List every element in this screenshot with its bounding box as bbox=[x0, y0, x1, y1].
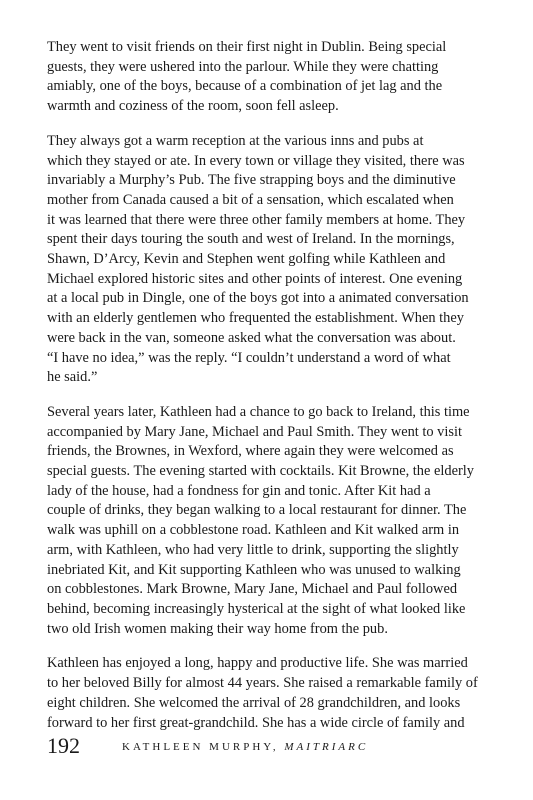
text-line: Shawn, D’Arcy, Kevin and Stephen went golfing while Kathleen and bbox=[47, 251, 446, 268]
text-line: They always got a warm reception at the various inns and pubs at bbox=[47, 132, 424, 149]
paragraph-1 bbox=[47, 38, 496, 117]
text-line: lady of the house, had a fondness for gin and tonic. After Kit had a bbox=[47, 482, 431, 499]
text-line: mother from Canada caused a bit of a sensation, which escalated when bbox=[47, 191, 454, 208]
text-line: spent their days touring the south and west of Ireland. In the mornings, bbox=[47, 231, 455, 248]
running-head bbox=[122, 740, 368, 754]
text-line: special guests. The evening started with cocktails. Kit Browne, the elderly bbox=[47, 463, 474, 480]
text-line: he said.” bbox=[47, 369, 98, 386]
text-line: at a local pub in Dingle, one of the boys got into a animated conversation bbox=[47, 290, 469, 307]
text-line: invariably a Murphy’s Pub. The five strapping boys and the diminutive bbox=[47, 172, 456, 189]
text-line: Michael explored historic sites and other points of interest. One evening bbox=[47, 270, 463, 287]
text-line: guests, they were ushered into the parlour. While they were chatting bbox=[47, 58, 439, 75]
text-line: to her beloved Billy for almost 44 years. She raised a remarkable family of bbox=[47, 675, 478, 692]
text-line: it was learned that there were three other family members at home. They bbox=[47, 211, 466, 228]
text-line: arm, with Kathleen, who had very little to drink, supporting the slightly bbox=[47, 541, 459, 558]
text-line: couple of drinks, they began walking to a local restaurant for dinner. The bbox=[47, 502, 467, 519]
text-line: accompanied by Mary Jane, Michael and Paul Smith. They went to visit bbox=[47, 423, 462, 440]
text-line: Kathleen has enjoyed a long, happy and productive life. She was married bbox=[47, 655, 468, 672]
text-line: Several years later, Kathleen had a chance to go back to Ireland, this time bbox=[47, 403, 470, 420]
text-line: inebriated Kit, and Kit supporting Kathleen who was unused to walking bbox=[47, 561, 461, 578]
paragraph-3 bbox=[47, 403, 496, 639]
text-line: behind, becoming increasingly hysterical at the sight of what looked like bbox=[47, 600, 466, 617]
page-footer bbox=[47, 733, 496, 763]
text-line: walk was uphill on a cobblestone road. Kathleen and Kit walked arm in bbox=[47, 522, 460, 539]
text-line: “I have no idea,” was the reply. “I couldn’t understand a word of what bbox=[47, 349, 451, 366]
text-line: which they stayed or ate. In every town or village they visited, there was bbox=[47, 152, 465, 169]
page-number: 192 bbox=[47, 733, 80, 758]
text-line: They went to visit friends on their first night in Dublin. Being special bbox=[47, 39, 447, 55]
text-line: eight children. She welcomed the arrival of 28 grandchildren, and looks bbox=[47, 694, 461, 711]
text-line: were back in the van, someone asked what the conversation was about. bbox=[47, 329, 456, 346]
text-line: with an elderly gentlemen who frequented the establishment. When they bbox=[47, 310, 464, 327]
text-line: amiably, one of the boys, because of a combination of jet lag and the bbox=[47, 78, 443, 95]
running-head-author: KATHLEEN MURPHY, bbox=[122, 741, 279, 753]
running-head-title: MAITRIARC bbox=[284, 741, 369, 753]
paragraph-4 bbox=[47, 654, 496, 733]
text-line: warmth and coziness of the room, soon fell asleep. bbox=[47, 98, 339, 115]
text-line: forward to her first great-grandchild. She has a wide circle of family and bbox=[47, 714, 465, 731]
text-line: on cobblestones. Mark Browne, Mary Jane, Michael and Paul followed bbox=[47, 581, 458, 598]
text-line: friends, the Brownes, in Wexford, where again they were welcomed as bbox=[47, 443, 454, 460]
text-line: two old Irish women making their way home from the pub. bbox=[47, 620, 388, 637]
paragraph-2 bbox=[47, 132, 496, 388]
page-body bbox=[47, 38, 496, 748]
